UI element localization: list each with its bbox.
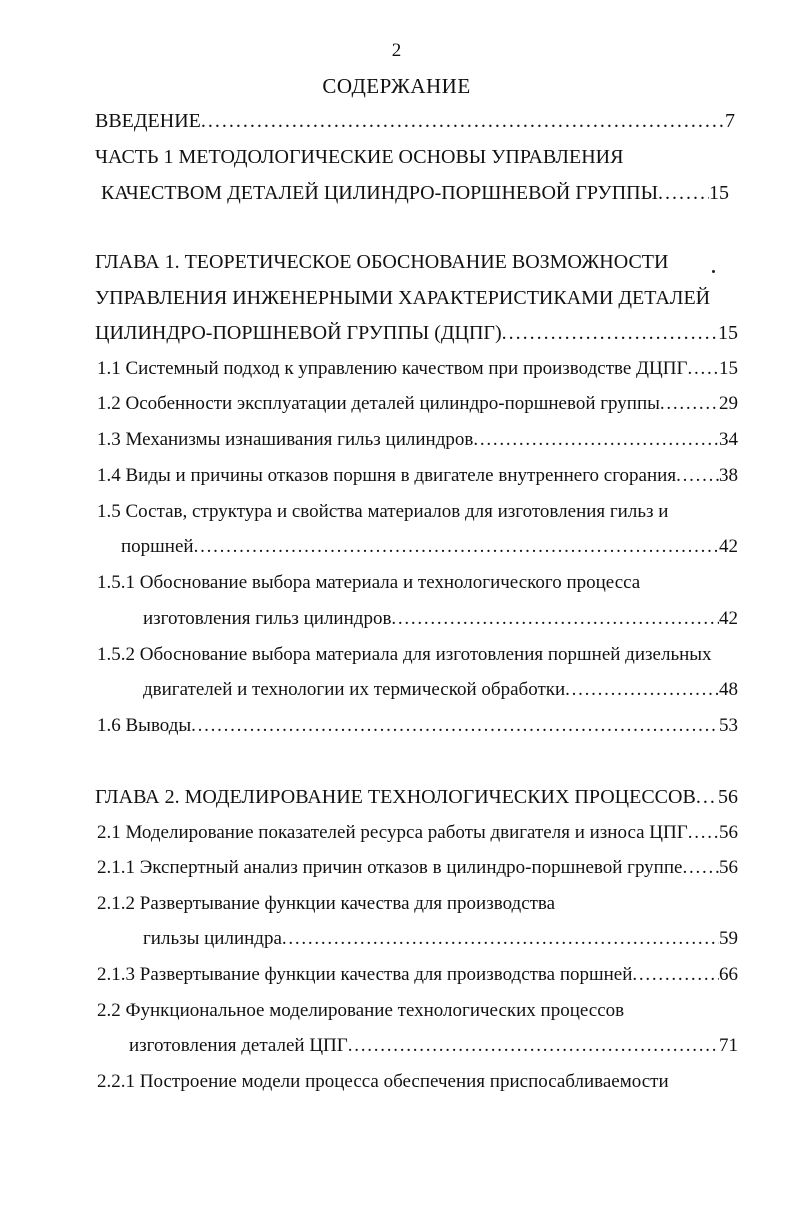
page-number: 2 <box>391 40 402 61</box>
toc-entry-page: 34 <box>719 429 738 450</box>
toc-entry <box>121 532 738 562</box>
toc-entry <box>97 497 668 527</box>
toc-leader <box>502 318 718 348</box>
toc-leader <box>696 782 718 812</box>
toc-leader <box>348 1031 719 1061</box>
toc-entry-title: 1.3 Механизмы изнашивания гильз цилиндров <box>97 429 474 450</box>
toc-entry <box>97 1067 669 1097</box>
toc-entry <box>97 425 738 455</box>
toc-entry <box>97 889 555 919</box>
toc-entry <box>95 318 738 348</box>
toc-leader <box>282 924 719 954</box>
toc-entry <box>95 142 623 172</box>
toc-entry-title: УПРАВЛЕНИЯ ИНЖЕНЕРНЫМИ ХАРАКТЕРИСТИКАМИ ДЕТАЛЕЙ <box>95 287 711 309</box>
toc-entry-title: 1.4 Виды и причины отказов поршня в двигателе внутреннего сгорания <box>97 465 677 486</box>
toc-entry-title: ВВЕДЕНИЕ <box>95 110 201 132</box>
toc-entry-page: 38 <box>719 465 738 486</box>
toc-entry-page: 15 <box>709 182 729 204</box>
toc-entry-title: изготовления гильз цилиндров <box>143 608 392 629</box>
toc-entry-title: 2.1.1 Экспертный анализ причин отказов в цилиндро-поршневой группе <box>97 857 683 878</box>
toc-entry <box>97 960 738 990</box>
toc-leader <box>658 178 709 208</box>
toc-entry <box>97 640 712 670</box>
toc-entry-page: 29 <box>719 393 738 414</box>
toc-entry-page: 56 <box>719 857 738 878</box>
toc-leader <box>688 818 719 848</box>
toc-leader <box>201 106 725 136</box>
toc-entry-title: ГЛАВА 2. МОДЕЛИРОВАНИЕ ТЕХНОЛОГИЧЕСКИХ ПРОЦЕССОВ <box>95 786 696 808</box>
toc-entry-title: 2.2.1 Построение модели процесса обеспечения приспосабливаемости <box>97 1071 669 1092</box>
toc-entry <box>97 996 624 1026</box>
toc-entry-title: ГЛАВА 1. ТЕОРЕТИЧЕСКОЕ ОБОСНОВАНИЕ ВОЗМОЖНОСТИ <box>95 251 669 273</box>
toc-entry-page: 56 <box>718 786 738 808</box>
toc-leader <box>660 389 719 419</box>
toc-entry-title: ЧАСТЬ 1 МЕТОДОЛОГИЧЕСКИЕ ОСНОВЫ УПРАВЛЕНИЯ <box>95 146 624 168</box>
toc-entry <box>97 818 738 848</box>
toc-leader <box>676 461 719 491</box>
toc-entry-title: 2.1 Моделирование показателей ресурса работы двигателя и износа ЦПГ <box>97 822 688 843</box>
toc-entry-page: 15 <box>718 322 738 344</box>
toc-entry-title: двигателей и технологии их термической обработки <box>143 679 566 700</box>
toc-entry <box>143 924 738 954</box>
toc-entry-title: 2.2 Функциональное моделирование технологических процессов <box>97 1000 625 1021</box>
toc-entry <box>95 106 735 136</box>
toc-entry-page: 7 <box>725 110 735 132</box>
toc-entry <box>97 711 738 741</box>
toc-entry-page: 53 <box>719 715 738 736</box>
toc-entry-page: 42 <box>719 536 738 557</box>
toc-entry-title: поршней <box>121 536 194 557</box>
toc-leader <box>565 675 719 705</box>
toc-entry-title: 1.2 Особенности эксплуатации деталей цилиндро-поршневой группы <box>97 393 660 414</box>
toc-entry <box>97 853 738 883</box>
toc-entry <box>97 389 738 419</box>
toc-entry-page: 66 <box>719 964 738 985</box>
toc-entry <box>101 178 729 208</box>
toc-entry <box>95 782 738 812</box>
toc-entry-page: 48 <box>719 679 738 700</box>
toc-entry-page: 56 <box>719 822 738 843</box>
toc-leader <box>194 532 719 562</box>
toc-entry-title: ЦИЛИНДРО-ПОРШНЕВОЙ ГРУППЫ (ДЦПГ) <box>95 322 502 344</box>
toc-entry-title: 1.5 Состав, структура и свойства материалов для изготовления гильз и <box>97 501 669 522</box>
toc-entry <box>97 568 640 598</box>
toc-leader <box>687 354 719 384</box>
scan-speck <box>712 270 715 273</box>
toc-leader <box>632 960 719 990</box>
toc-entry-title: 1.5.1 Обоснование выбора материала и технологического процесса <box>97 572 641 593</box>
toc-leader <box>191 711 719 741</box>
toc-entry-page: 59 <box>719 928 738 949</box>
toc-entry <box>129 1031 738 1061</box>
toc-entry-page: 42 <box>719 608 738 629</box>
toc-entry-title: КАЧЕСТВОМ ДЕТАЛЕЙ ЦИЛИНДРО-ПОРШНЕВОЙ ГРУППЫ <box>101 182 659 204</box>
toc-leader <box>473 425 719 455</box>
toc-entry-page: 71 <box>719 1035 738 1056</box>
toc-entry-title: изготовления деталей ЦПГ <box>129 1035 348 1056</box>
toc-entry <box>95 283 710 313</box>
toc-leader <box>682 853 719 883</box>
toc-entry-title: 2.1.2 Развертывание функции качества для производства <box>97 893 556 914</box>
toc-entry <box>143 604 738 634</box>
toc-entry-title: 1.6 Выводы <box>97 715 192 736</box>
page-title: СОДЕРЖАНИЕ <box>322 74 471 98</box>
toc-entry-title: 2.1.3 Развертывание функции качества для производства поршней <box>97 964 633 985</box>
toc-entry <box>97 461 738 491</box>
toc-entry-page: 15 <box>719 358 738 379</box>
toc-entry <box>95 247 668 277</box>
toc-entry <box>143 675 738 705</box>
toc-entry-title: 1.5.2 Обоснование выбора материала для изготовления поршней дизельных <box>97 644 712 665</box>
toc-entry <box>97 354 738 384</box>
toc-entry-title: гильзы цилиндра <box>143 928 282 949</box>
toc-entry-title: 1.1 Системный подход к управлению качеством при производстве ДЦПГ <box>97 358 688 379</box>
toc-leader <box>391 604 719 634</box>
